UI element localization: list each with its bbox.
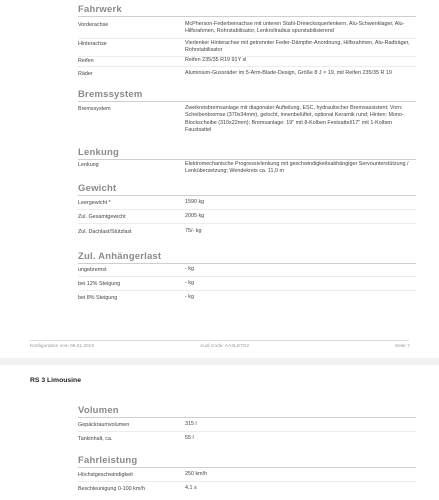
spec-value: 75/- kg [185,228,202,234]
spec-value: 2005 kg [185,213,205,219]
spec-value: Aluminium-Gussräder im 5-Arm-Blade-Design, Größe 8 J × 19, mit Reifen 235/35 R 19 [185,70,392,76]
section-divider [78,417,416,418]
spec-label: Gepäckraumvolumen [78,422,130,428]
spec-value: - kg [185,280,194,286]
spec-value: McPherson-Federbeinachse mit unteren Stahl-Dreiecksquerlenkern, Alu-Schwenklager, Alu-Hilfsrahmen, Rohrstabilisator, Lenkrollradius spurstabilisierend [185,21,405,35]
spec-label: Beschleunigung 0-100 km/h [78,486,145,492]
spec-value: - kg [185,266,194,272]
spec-value: Zweikreisbremsanlage mit diagonaler Aufteilung, ESC, hydraulischer Bremsassistent; Vorn: Scheibenbremse (370x34mm), gelocht, innenbelüftet, optional Keramik rund; Hinten: Mono-Blockscheibe (310x22mm); Bremsanlage: 19" mit 8-Kolben Festsattel/17" mit 1-Kolben Faustsattel [185,105,404,134]
spec-label: bei 8% Steigung [78,295,118,301]
row-divider [78,431,416,432]
spec-value: Reifen 235/35 R19 91Y xl [185,57,247,63]
spec-label: ungebremst [78,267,107,273]
footer-page-number: Seite 7 [395,344,410,349]
spec-label: Zul. Dachlast/Stützlast [78,229,132,235]
document-page-8 [0,365,439,500]
spec-value: - kg [185,294,194,300]
section-title-volumen: Volumen [78,405,119,416]
section-title-anhaengerlast: Zul. Anhängerlast [78,251,162,262]
spec-label: Höchstgeschwindigkeit [78,472,133,478]
spec-label: Lenkung [78,162,99,168]
section-divider [78,263,416,264]
section-title-fahrleistung: Fahrleistung [78,455,138,466]
document-title: RS 3 Limousine [30,377,81,384]
section-title-gewicht: Gewicht [78,183,117,194]
section-divider [78,195,416,196]
spec-value: 250 km/h [185,471,208,477]
spec-label: Leergewicht * [78,200,111,206]
section-divider [78,159,416,160]
spec-label: Zul. Gesamtgewicht [78,214,126,220]
row-divider [78,276,416,277]
spec-value: 315 l [185,421,197,427]
section-title-fahrwerk: Fahrwerk [78,4,122,15]
spec-value: Vierlenker Hinterachse mit getrennter Feder-Dämpfer-Anordnung, Hilfsrahmen, Alu-Radträger, Rohrstabilisator [185,40,410,54]
section-title-bremssystem: Bremssystem [78,89,143,100]
section-divider [78,16,416,17]
spec-label: Räder [78,71,93,77]
row-divider [78,209,416,210]
section-title-lenkung: Lenkung [78,147,119,158]
row-divider [78,38,416,39]
footer-config-date: Konfiguration vom 09.01.2018 [30,344,95,349]
section-divider [78,101,416,102]
spec-label: Vorderachse [78,22,109,28]
spec-value: 4,1 s [185,485,197,491]
row-divider [78,481,416,482]
section-divider [78,467,416,468]
row-divider [78,290,416,291]
spec-label: Reifen [78,58,94,64]
row-divider [78,223,416,224]
spec-label: Bremssystem [78,106,111,112]
row-divider [78,66,416,67]
page-separator [0,358,439,365]
footer-divider [30,340,409,341]
spec-label: Hinterachse [78,41,107,47]
spec-value: 55 l [185,435,194,441]
spec-label: bei 12% Steigung [78,281,121,287]
spec-value: Elektromechanische Progressivlenkung mit geschwindigkeitsabhängiger Servounterstützung / Lenkübersetzung; Wendekreis ca. 11,0 m [185,161,409,175]
footer-audi-code: Audi Code: AA3LD7G2 [200,344,250,349]
spec-value: 1590 kg [185,199,205,205]
spec-label: Tankinhalt, ca. [78,436,113,442]
